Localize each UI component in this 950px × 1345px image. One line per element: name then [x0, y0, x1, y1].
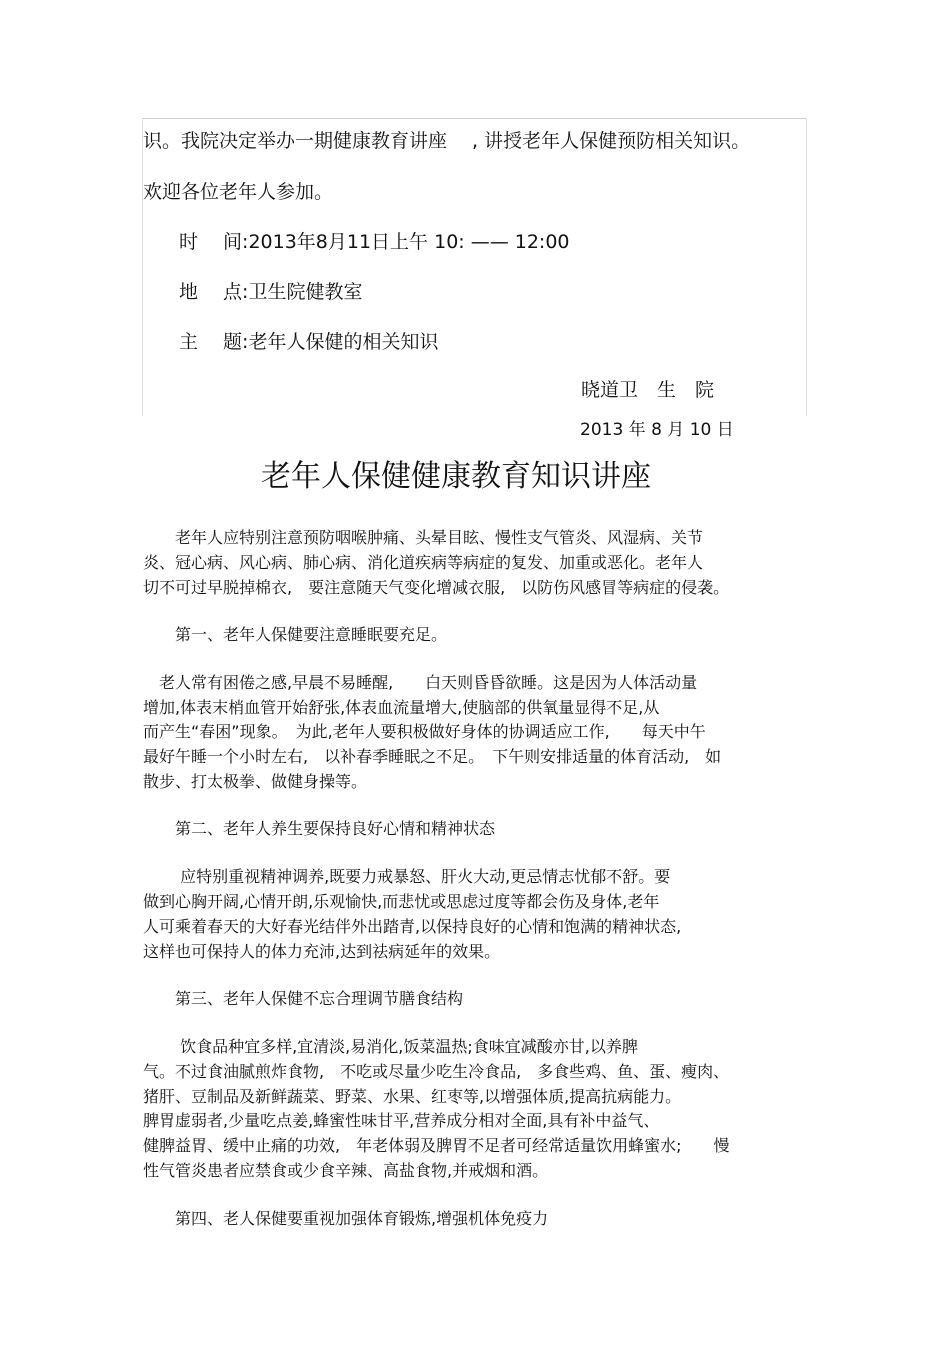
section-heading-4: 第四、老人保健要重视加强体育锻炼,增强机体免疫力	[143, 1209, 549, 1228]
notice-signature: 晓道卫 生 院	[581, 379, 715, 401]
notice-frame	[142, 118, 807, 416]
section-3-line: 猪肝、豆制品及新鲜蔬菜、野菜、水果、红枣等,以增强体质,提高抗病能力。	[143, 1087, 682, 1106]
section-1-line: 增加,体表末梢血管开始舒张,体表血流量增大,使脑部的供氧量显得不足,从	[143, 698, 660, 717]
section-2-line: 做到心胸开阔,心情开朗,乐观愉快,而悲忧或思虑过度等都会伤及身体,老年	[143, 892, 660, 911]
notice-line-2: 欢迎各位老年人参加。	[143, 181, 334, 203]
section-3-line: 健脾益胃、缓中止痛的功效, 年老体弱及脾胃不足者可经常适量饮用蜂蜜水; 慢	[143, 1136, 730, 1155]
section-heading-2: 第二、老年人养生要保持良好心情和精神状态	[143, 819, 496, 838]
section-1-line: 最好午睡一个小时左右, 以补春季睡眠之不足。 下午则安排适量的体育活动, 如	[143, 747, 722, 766]
section-1-line: 而产生“春困”现象。 为此,老年人要积极做好身体的协调适应工作, 每天中午	[143, 722, 706, 741]
article-title: 老年人保健健康教育知识讲座	[261, 459, 651, 494]
notice-time: 时 间:2013年8月11日上午 10: —— 12:00	[179, 231, 570, 253]
notice-date: 2013 年 8 月 10 日	[580, 420, 734, 440]
notice-place: 地 点:卫生院健教室	[179, 281, 363, 303]
intro-line: 老年人应特别注意预防咽喉肿痛、头晕目眩、慢性支气管炎、风湿病、关节	[143, 528, 704, 547]
section-1-line: 老人常有困倦之感,早晨不易睡醒, 白天则昏昏欲睡。这是因为人体活动量	[143, 673, 698, 692]
section-3-line: 气。不过食油腻煎炸食物, 不吃或尽量少吃生冷食品, 多食些鸡、鱼、蛋、瘦肉、	[143, 1062, 730, 1081]
section-heading-1: 第一、老年人保健要注意睡眠要充足。	[143, 625, 448, 644]
section-2-line: 这样也可保持人的体力充沛,达到祛病延年的效果。	[143, 942, 501, 961]
notice-line-1: 识。我院决定举办一期健康教育讲座 , 讲授老年人保健预防相关知识。	[143, 130, 751, 152]
section-2-line: 应特别重视精神调养,既要力戒暴怒、肝火大动,更忌情志忧郁不舒。要	[143, 867, 671, 886]
section-3-line: 饮食品种宜多样,宜清淡,易消化,饭菜温热;食味宜减酸亦甘,以养脾	[143, 1037, 638, 1056]
notice-topic: 主 题:老年人保健的相关知识	[179, 331, 439, 353]
section-2-line: 人可乘着春天的大好春光结伴外出踏青,以保持良好的心情和饱满的精神状态,	[143, 917, 682, 936]
intro-line: 切不可过早脱掉棉衣, 要注意随天气变化增减衣服, 以防伤风感冒等病症的侵袭。	[143, 578, 730, 597]
section-1-line: 散步、打太极拳、做健身操等。	[143, 772, 368, 791]
section-heading-3: 第三、老年人保健不忘合理调节膳食结构	[143, 989, 464, 1008]
intro-line: 炎、冠心病、风心病、肺心病、消化道疾病等病症的复发、加重或恶化。老年人	[143, 553, 704, 572]
section-3-line: 脾胃虚弱者,少量吃点姜,蜂蜜性味甘平,营养成分相对全面,具有补中益气、	[143, 1111, 660, 1130]
section-3-line: 性气管炎患者应禁食或少食辛辣、高盐食物,并戒烟和酒。	[143, 1161, 549, 1180]
